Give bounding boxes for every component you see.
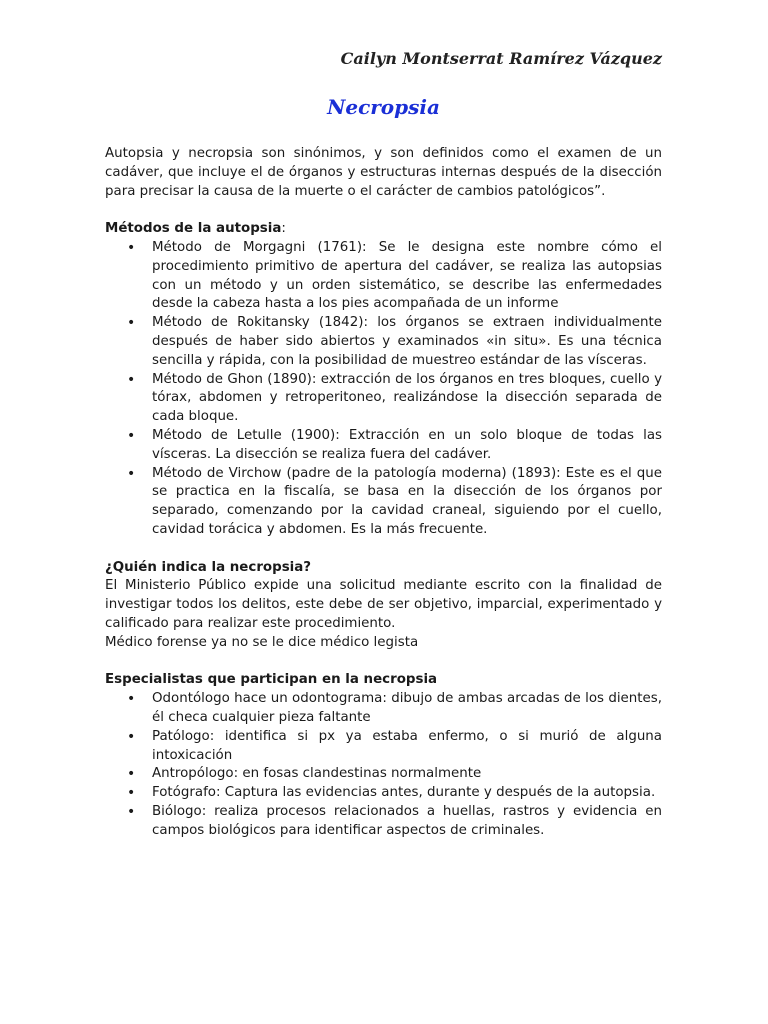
- list-item-text: Método de Rokitansky (1842): los órganos se extraen individualmente después de haber sido abiertos y examinados «in situ». Es una técnica sencilla y rápida, con la posibilidad de muestreo estándar de las vísceras.: [152, 315, 662, 368]
- methods-heading-colon: :: [281, 221, 286, 237]
- list-item: [105, 690, 662, 728]
- methods-heading: [105, 220, 662, 239]
- bullet-icon: •: [127, 465, 136, 482]
- list-item-text: Biólogo: realiza procesos relacionados a huellas, rastros y evidencia en campos biológicos para identificar aspectos de criminales.: [152, 803, 662, 838]
- list-item: [105, 465, 662, 540]
- list-item-text: Odontólogo hace un odontograma: dibujo de ambas arcadas de los dientes, él checa cualquier pieza faltante: [152, 691, 662, 725]
- document-title: Necropsia: [327, 95, 440, 119]
- list-item-text: Fotógrafo: Captura las evidencias antes, durante y después de la autopsia.: [152, 785, 656, 801]
- who-note: Médico forense ya no se le dice médico legista: [105, 634, 419, 650]
- bullet-icon: •: [127, 315, 136, 332]
- who-heading: ¿Quién indica la necropsia?: [105, 559, 312, 575]
- list-item: [105, 728, 662, 766]
- list-item: [105, 803, 662, 841]
- list-item-text: Método de Ghon (1890): extracción de los órganos en tres bloques, cuello y tórax, abdomen y retroperitoneo, realizándose la disección separada de cada bloque.: [152, 371, 662, 425]
- list-item-text: Método de Virchow (padre de la patología moderna) (1893): Este es el que se practica en la fiscalía, se basa en la disección de los órganos por separado, comenzando por la cavidad craneal, siguiendo por el cuello, cavidad torácica y abdomen. Es la más frecuente.: [152, 465, 662, 537]
- bullet-icon: •: [127, 728, 136, 745]
- bullet-icon: •: [127, 803, 136, 820]
- list-item-text: Método de Morgagni (1761): Se le designa este nombre cómo el procedimiento primitivo de apertura del cadáver, se realiza las autopsias con un método y un orden sistemático, se describe las enfermedades desde la cabeza hasta a los pies acompañada de un informe: [152, 239, 662, 312]
- spacer: [105, 653, 662, 672]
- bullet-icon: •: [127, 427, 136, 444]
- list-item-text: Método de Letulle (1900): Extracción en un solo bloque de todas las vísceras. La disección se realiza fuera del cadáver.: [152, 427, 662, 462]
- who-paragraph: El Ministerio Público expide una solicitud mediante escrito con la finalidad de investigar todos los delitos, este debe de ser objetivo, imparcial, experimentado y calificado para realizar este procedimiento.: [105, 578, 662, 631]
- bullet-icon: •: [127, 766, 136, 783]
- list-item: [105, 239, 662, 314]
- methods-list: [105, 239, 662, 540]
- specialists-list: [105, 690, 662, 840]
- list-item: [105, 371, 662, 427]
- list-item: [105, 427, 662, 465]
- methods-heading-text: Métodos de la autopsia: [105, 221, 282, 237]
- list-item-text: Antropólogo: en fosas clandestinas normalmente: [152, 766, 482, 782]
- spacer: [105, 540, 662, 559]
- author-name: Cailyn Montserrat Ramírez Vázquez: [340, 49, 662, 68]
- list-item: [105, 784, 662, 803]
- bullet-icon: •: [127, 691, 136, 708]
- spacer: [105, 201, 662, 220]
- list-item: [105, 765, 662, 784]
- bullet-icon: •: [127, 239, 136, 256]
- bullet-icon: •: [127, 785, 136, 802]
- list-item-text: Patólogo: identifica si px ya estaba enfermo, o si murió de alguna intoxicación: [152, 728, 662, 763]
- list-item: [105, 314, 662, 370]
- document-body: [105, 145, 662, 840]
- intro-paragraph: Autopsia y necropsia son sinónimos, y son definidos como el examen de un cadáver, que incluye el de órganos y estructuras internas después de la disección para precisar la causa de la muerte o el carácter de cambios patológicos”.: [105, 146, 662, 199]
- specialists-heading: Especialistas que participan en la necropsia: [105, 672, 438, 688]
- bullet-icon: •: [127, 371, 136, 388]
